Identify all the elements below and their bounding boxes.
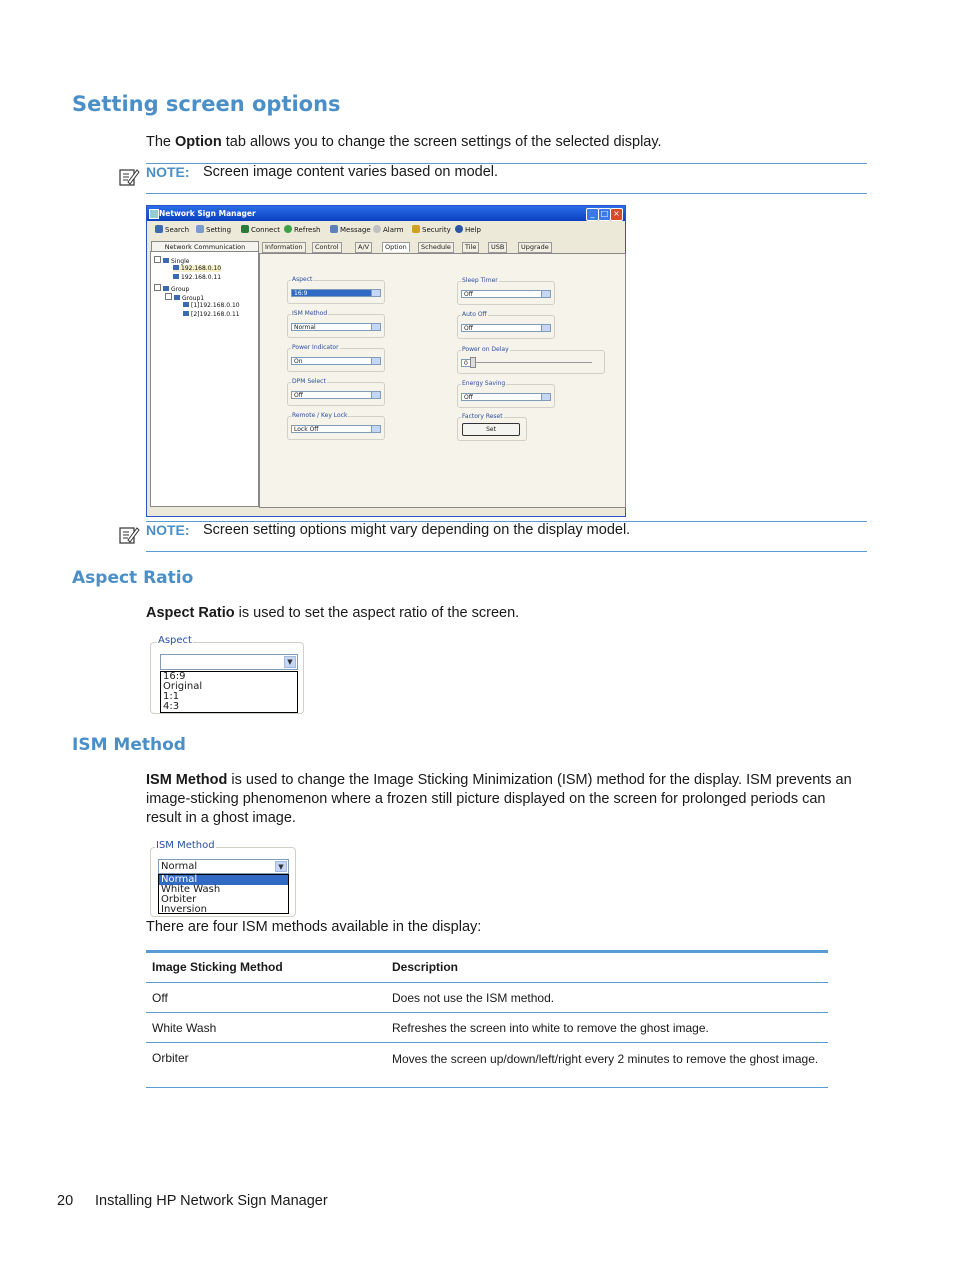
auto-off-group: Auto Off Off <box>457 315 555 339</box>
tree-node-device[interactable]: [2]192.168.0.11 <box>183 311 240 318</box>
message-icon <box>330 225 338 233</box>
tree-header[interactable]: Network Communication <box>151 241 259 253</box>
page-number: 20 <box>57 1193 74 1209</box>
close-icon[interactable]: × <box>610 208 623 221</box>
table-row <box>146 1043 828 1088</box>
option-original[interactable]: Original <box>163 681 203 692</box>
aspect-label: Aspect <box>158 635 192 646</box>
option-panel <box>259 253 626 508</box>
toolbar <box>149 223 623 237</box>
toolbar-setting[interactable]: Setting <box>196 225 231 234</box>
ism-options-list <box>158 874 289 914</box>
table-row <box>146 983 828 1013</box>
app-icon <box>149 209 159 219</box>
power-indicator-group: Power Indicator On <box>287 348 385 372</box>
power-on-delay-value[interactable]: 0 <box>461 359 471 367</box>
note-box <box>146 163 867 194</box>
toolbar-security[interactable]: Security <box>412 225 451 234</box>
toolbar-refresh[interactable]: Refresh <box>284 225 320 234</box>
energy-saving-select[interactable]: Off <box>461 393 551 401</box>
aspect-combo[interactable] <box>160 654 298 670</box>
window-titlebar <box>147 206 625 221</box>
chevron-down-icon <box>371 426 380 432</box>
option-white-wash[interactable]: White Wash <box>161 884 221 895</box>
ism-table-intro: There are four ISM methods available in the display: <box>146 919 482 935</box>
note-label: NOTE: <box>146 164 190 180</box>
table-cell: White Wash <box>152 1021 217 1035</box>
chevron-down-icon <box>541 291 550 297</box>
aspect-dropdown-example <box>148 636 304 714</box>
key-lock-group: Remote / Key Lock Lock Off <box>287 416 385 440</box>
power-on-delay-group: Power on Delay 0 <box>457 350 605 374</box>
group-icon <box>174 295 180 300</box>
chevron-down-icon <box>371 392 380 398</box>
option-1-1[interactable]: 1:1 <box>163 691 180 702</box>
ism-group: ISM Method Normal <box>287 314 385 338</box>
chevron-down-icon <box>371 290 380 296</box>
connect-icon <box>241 225 249 233</box>
aspect-ratio-heading: Aspect Ratio <box>72 568 194 588</box>
note-pencil-icon <box>118 166 140 188</box>
chevron-down-icon <box>371 358 380 364</box>
ism-method-description: ISM Method is used to change the Image Sticking Minimization (ISM) method for the display. ISM prevents an image-sticking phenomenon where a frozen still picture displayed on the screen for prolonged periods can result in a ghost image. <box>146 772 852 826</box>
tree-node-device[interactable]: 192.168.0.11 <box>173 274 221 281</box>
alarm-icon <box>373 225 381 233</box>
tree-node-group1[interactable]: Group1 <box>165 293 204 302</box>
toolbar-search[interactable]: Search <box>155 225 189 234</box>
option-orbiter[interactable]: Orbiter <box>161 894 197 905</box>
chevron-down-icon <box>371 324 380 330</box>
display-icon <box>183 302 189 307</box>
tab-usb[interactable]: USB <box>488 242 507 253</box>
ism-combo[interactable]: Normal ▼ <box>158 859 289 874</box>
maximize-icon[interactable]: □ <box>598 208 611 221</box>
intro-paragraph: The Option tab allows you to change the screen settings of the selected display. <box>146 134 662 150</box>
sleep-timer-select[interactable]: Off <box>461 290 551 298</box>
tab-upgrade[interactable]: Upgrade <box>518 242 552 253</box>
group-icon <box>163 286 169 291</box>
note-label: NOTE: <box>146 522 190 538</box>
tree-node-device[interactable]: [1]192.168.0.10 <box>183 302 240 309</box>
auto-off-select[interactable]: Off <box>461 324 551 332</box>
lock-icon <box>412 225 420 233</box>
display-icon <box>163 258 169 263</box>
ism-methods-table <box>146 950 828 1088</box>
table-row <box>146 1013 828 1043</box>
toolbar-connect[interactable]: Connect <box>241 225 280 234</box>
help-icon <box>455 225 463 233</box>
note-text: Screen image content varies based on model. <box>203 164 499 180</box>
key-lock-select[interactable]: Lock Off <box>291 425 381 433</box>
table-cell: Refreshes the screen into white to remove the ghost image. <box>392 1021 709 1035</box>
ism-select[interactable]: Normal <box>291 323 381 331</box>
ism-dropdown-example <box>148 840 296 916</box>
tab-av[interactable]: A/V <box>355 242 372 253</box>
sleep-timer-group: Sleep Timer Off <box>457 281 555 305</box>
tree-node-device[interactable]: 192.168.0.10 <box>173 265 221 272</box>
window-title: Network Sign Manager <box>159 209 256 218</box>
factory-reset-set-button[interactable]: Set <box>462 423 520 436</box>
table-cell: Orbiter <box>152 1051 189 1065</box>
dpm-select[interactable]: Off <box>291 391 381 399</box>
chevron-down-icon: ▼ <box>284 656 296 668</box>
note-pencil-icon <box>118 524 140 546</box>
chevron-down-icon <box>541 325 550 331</box>
option-4-3[interactable]: 4:3 <box>163 701 180 712</box>
display-icon <box>173 265 179 270</box>
chevron-down-icon: ▼ <box>275 861 287 872</box>
column-header: Image Sticking Method <box>152 960 283 974</box>
setting-icon <box>196 225 204 233</box>
aspect-options-list <box>160 671 298 713</box>
dpm-group: DPM Select Off <box>287 382 385 406</box>
note-text: Screen setting options might vary depending on the display model. <box>203 522 631 538</box>
table-cell: Off <box>152 991 168 1005</box>
tab-control[interactable]: Control <box>312 242 342 253</box>
tab-information[interactable]: Information <box>262 242 306 253</box>
table-cell: Does not use the ISM method. <box>392 991 555 1005</box>
power-indicator-select[interactable]: On <box>291 357 381 365</box>
device-tree <box>150 251 259 507</box>
column-header: Description <box>392 960 459 974</box>
note-box <box>146 521 867 552</box>
toolbar-message[interactable]: Message <box>330 225 371 234</box>
footer-title: Installing HP Network Sign Manager <box>95 1193 328 1209</box>
display-icon <box>183 311 189 316</box>
option-inversion[interactable]: Inversion <box>161 904 207 915</box>
tab-tile[interactable]: Tile <box>462 242 479 253</box>
table-header-row <box>146 952 828 983</box>
tab-option[interactable]: Option <box>382 242 410 252</box>
toolbar-alarm[interactable]: Alarm <box>373 225 404 234</box>
chevron-down-icon <box>541 394 550 400</box>
option-16-9[interactable]: 16:9 <box>163 671 186 682</box>
toolbar-help[interactable]: Help <box>455 225 481 234</box>
ism-label: ISM Method <box>156 840 215 851</box>
tree-node-single[interactable]: Single <box>154 256 189 265</box>
refresh-icon <box>284 225 292 233</box>
factory-reset-group: Factory Reset Set <box>457 417 527 441</box>
minimize-icon[interactable]: _ <box>586 208 599 221</box>
tab-schedule[interactable]: Schedule <box>418 242 454 253</box>
slider-thumb[interactable] <box>470 357 476 368</box>
table-cell: Moves the screen up/down/left/right every 2 minutes to remove the ghost image. <box>392 1052 819 1066</box>
energy-saving-group: Energy Saving Off <box>457 384 555 408</box>
app-window <box>146 205 626 517</box>
search-icon <box>155 225 163 233</box>
aspect-group: Aspect 16:9 <box>287 280 385 304</box>
tree-node-group[interactable]: Group <box>154 284 189 293</box>
delay-slider[interactable] <box>474 362 592 363</box>
display-icon <box>173 274 179 279</box>
ism-method-heading: ISM Method <box>72 735 186 755</box>
page-title: Setting screen options <box>72 92 341 116</box>
option-normal[interactable]: Normal <box>159 875 288 885</box>
aspect-ratio-description: Aspect Ratio is used to set the aspect ratio of the screen. <box>146 605 520 621</box>
aspect-select[interactable]: 16:9 <box>291 289 381 297</box>
